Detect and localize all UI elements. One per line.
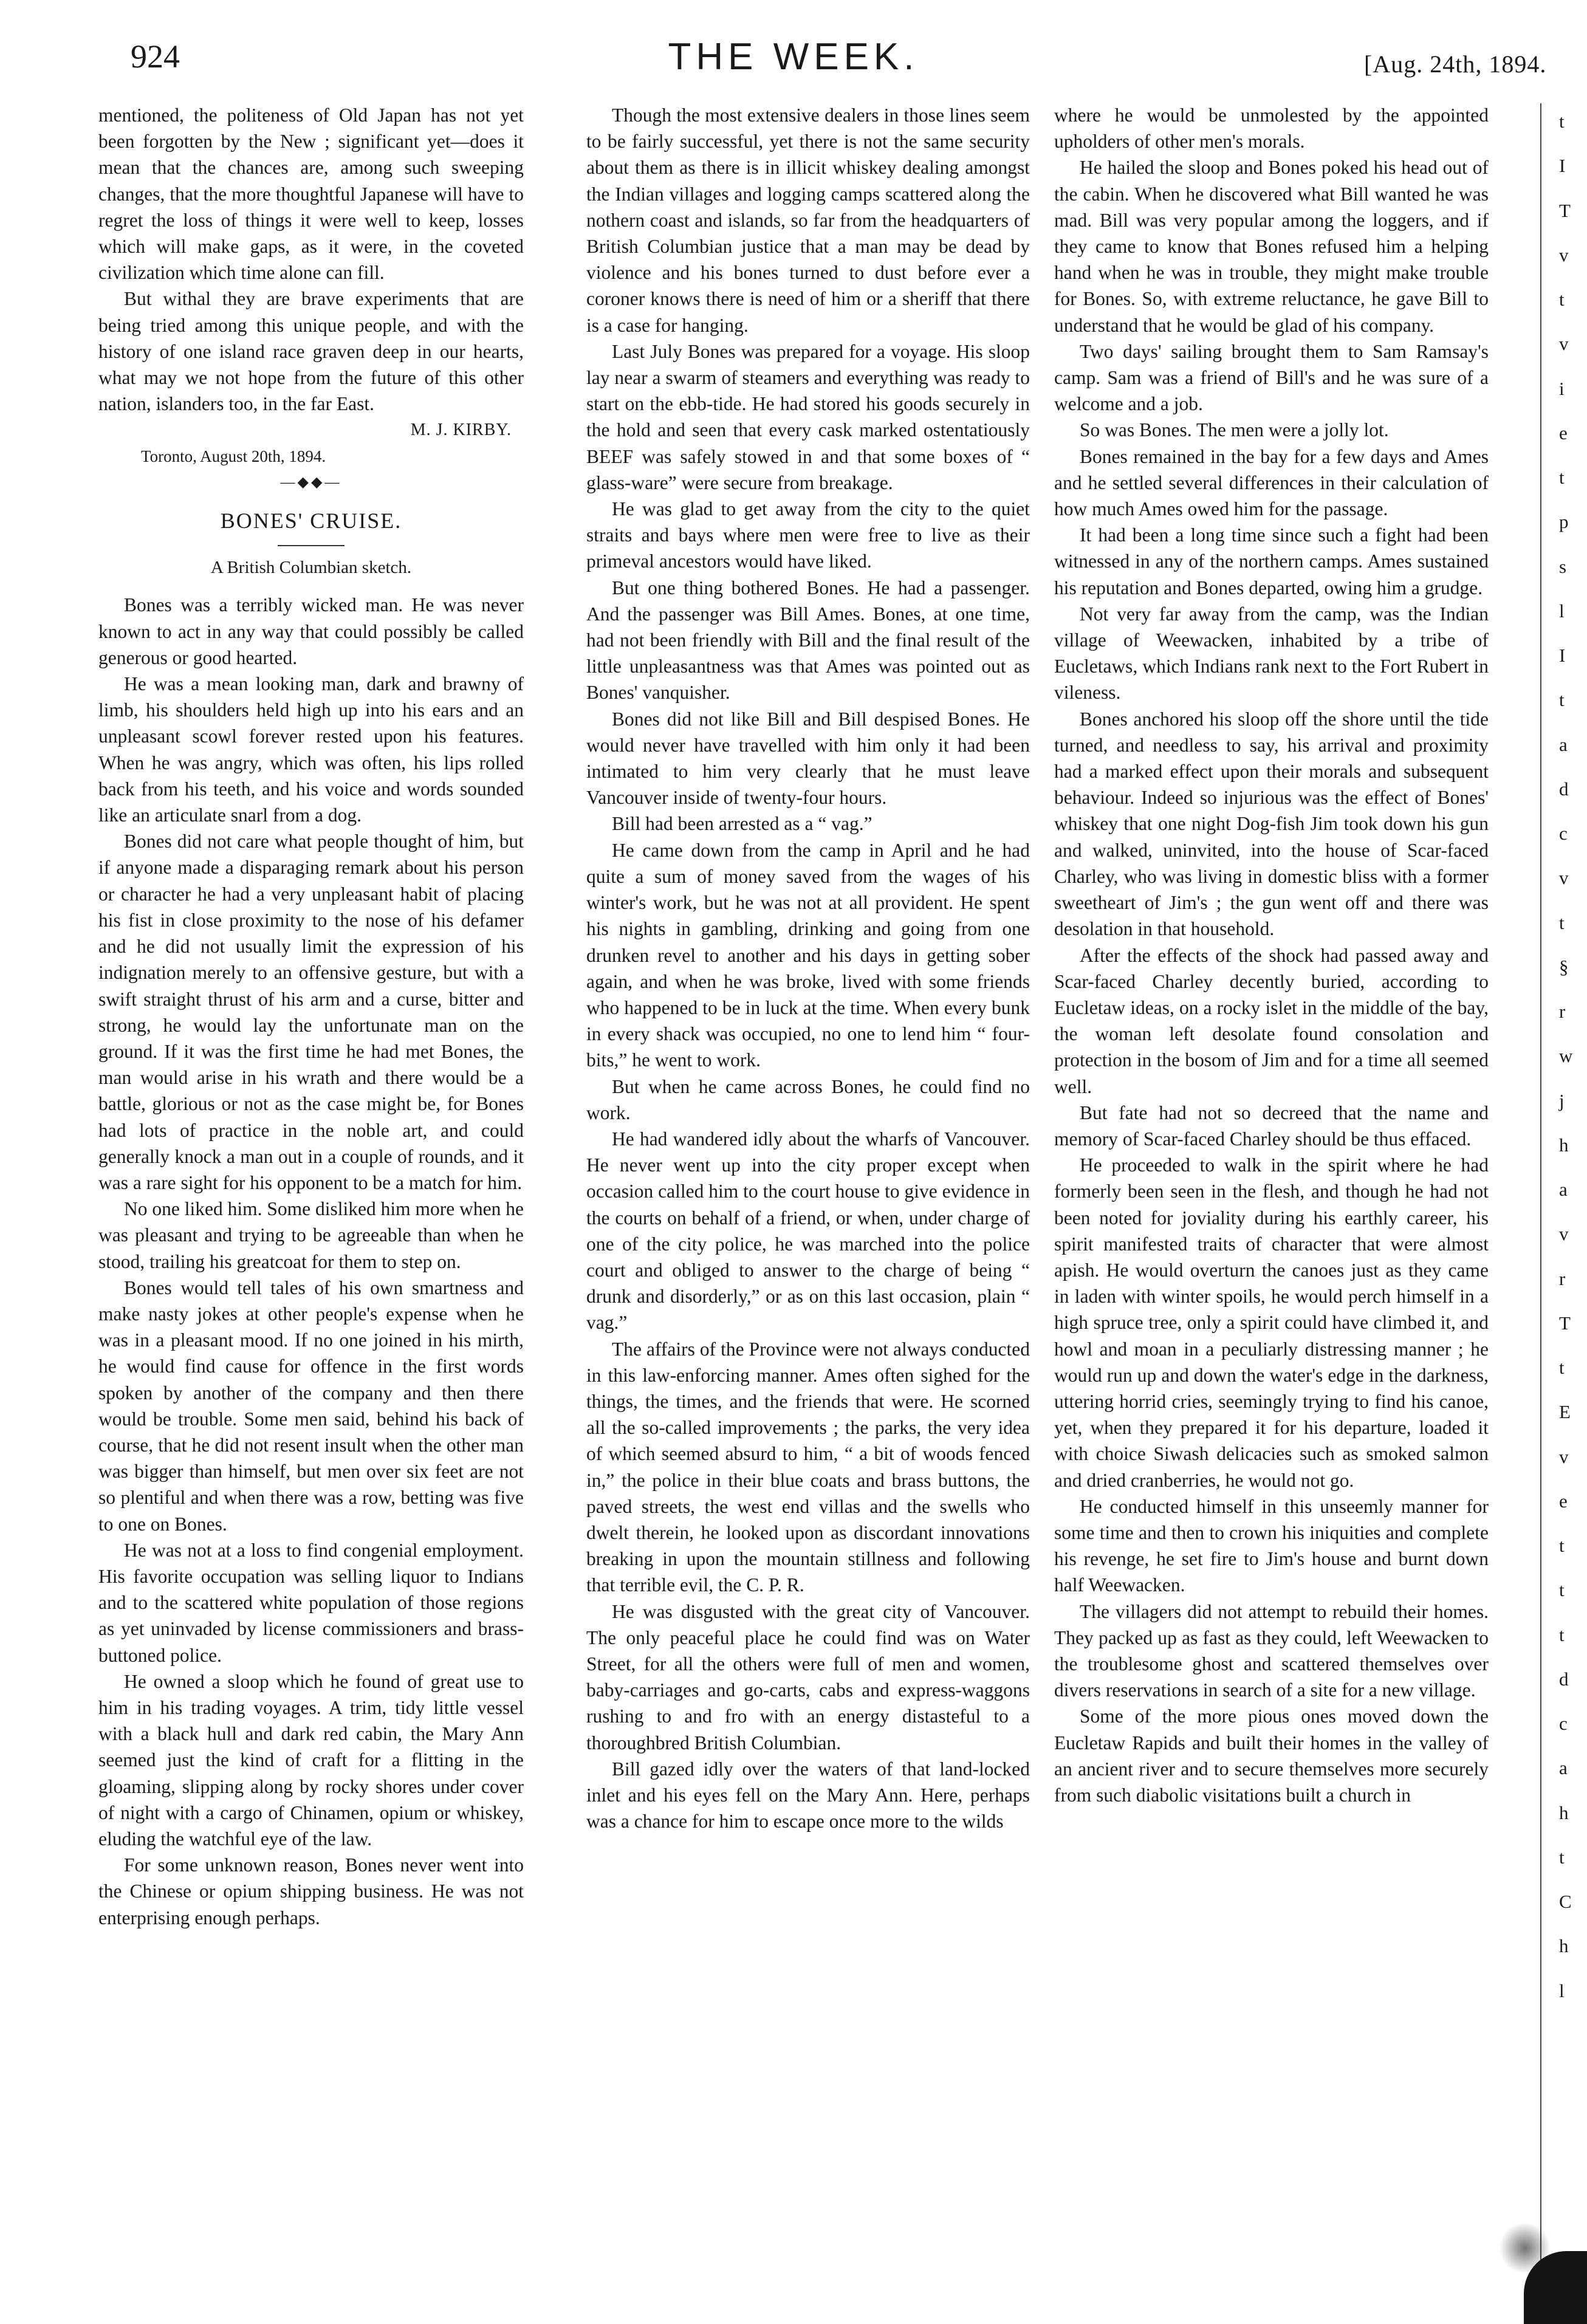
essay-dateline: Toronto, August 20th, 1894.: [141, 447, 326, 465]
story-paragraph: After the effects of the shock had passed away and Scar-faced Charley decently buried, according to Eucletaw ideas, on a rocky islet in the middle of the bay, the woman left desolate found consolation and protection in the bosom of Jim and for a time all seemed well.: [1054, 944, 1489, 1097]
edge-fragment: v: [1559, 244, 1569, 266]
story-paragraph: For some unknown reason, Bones never went into the Chinese or opium shipping business. He was not enterprising enough perhaps.: [98, 1854, 524, 1928]
story-paragraph: The villagers did not attempt to rebuild their homes. They packed up as fast as they could, left Weewacken to the troublesome ghost and scattered themselves over divers reservations in search of a site for a new village.: [1054, 1600, 1489, 1701]
edge-fragment: h: [1559, 1935, 1569, 1956]
story-paragraph: Two days' sailing brought them to Sam Ramsay's camp. Sam was a friend of Bill's and he was sure of a welcome and a job.: [1054, 340, 1489, 415]
title-rule: [278, 545, 344, 546]
story-paragraph: He proceeded to walk in the spirit where he had formerly been seen in the flesh, and though he had not been noted for joviality during his earthly career, his spirit manifested traits of character that were almost apish. He would overturn the canoes just as they came in laden with winter spoils, he would perch himself in a high spruce tree, only a spirit could have climbed it, and howl and moan in a peculiarly distressing manner ; he would run up and down the water's edge in the darkness, uttering horrid cries, seemingly trying to find his canoe, yet, when they prepared it for his departure, loaded it with choice Siwash delicacies such as smoked salmon and dried cranberries, he would not go.: [1054, 1154, 1489, 1491]
edge-fragment: c: [1559, 823, 1568, 844]
edge-fragment: p: [1559, 511, 1569, 532]
story-paragraph: It had been a long time since such a fight had been witnessed in any of the northern camps. Ames sustained his reputation and Bones departed, owing him a grudge.: [1054, 524, 1489, 598]
page-number: 924: [131, 38, 180, 75]
story-paragraph: He owned a sloop which he found of great use to him in his trading voyages. A trim, tidy little vessel with a black hull and dark red cabin, the Mary Ann seemed just the kind of craft for a flitting in the gloaming, slipping along by rocky shores under cover of night with a cargo of Chinamen, opium or whiskey, eluding the watchful eye of the law.: [98, 1670, 524, 1849]
author-byline: M. J. KIRBY.: [410, 420, 512, 440]
facing-page-edge: [1555, 91, 1587, 2324]
story-paragraph: Bones anchored his sloop off the shore until the tide turned, and needless to say, his arrival and proximity had a marked effect upon their morals and subsequent behaviour. Indeed so injurious was the effect of Bones' whiskey that one night Dog-fish Jim took down his gun and walked, uninvited, into the house of Scar-faced Charley, who was living in domestic bliss with a former sweetheart of Jim's ; the gun went off and there was desolation in that household.: [1054, 708, 1489, 940]
edge-fragment: v: [1559, 1223, 1569, 1244]
story-paragraph: But one thing bothered Bones. He had a passenger. And the passenger was Bill Ames. Bones, at one time, had not been friendly with Bill and the final result of the little unpleasantness was that Ames was pointed out as Bones' vanquisher.: [586, 577, 1030, 704]
story-paragraph: He was not at a loss to find congenial employment. His favorite occupation was selling liquor to Indians and to the scattered white population of those regions as yet uninvaded by license commissioners and brass-buttoned police.: [98, 1539, 524, 1666]
issue-date: [Aug. 24th, 1894.: [1364, 50, 1547, 78]
story-paragraph: He hailed the sloop and Bones poked his head out of the cabin. When he discovered what Bill wanted he was mad. Bill was very popular among the loggers, and if they came to know that Bones refused him a helping hand when he was in trouble, they might make trouble for Bones. So, with extreme reluctance, he gave Bill to understand that he would be glad of his company.: [1054, 157, 1489, 336]
edge-fragment: v: [1559, 333, 1569, 354]
edge-fragment: t: [1559, 1535, 1565, 1556]
column-left: [98, 102, 524, 2289]
story-paragraph: Some of the more pious ones moved down the Eucletaw Rapids and built their homes in the valley of an ancient river and to secure themselves more securely from such diabolic visitations built a church in: [1054, 1705, 1489, 1806]
edge-fragment: C: [1559, 1891, 1572, 1912]
edge-fragment: l: [1559, 600, 1565, 622]
story-paragraph: No one liked him. Some disliked him more when he was pleasant and trying to be agreeable than when he stood, trailing his greatcoat for them to step on.: [98, 1198, 524, 1272]
edge-fragment: I: [1559, 155, 1566, 176]
edge-fragment: s: [1559, 556, 1567, 577]
edge-fragment: t: [1559, 467, 1565, 488]
story-paragraph: Bones remained in the bay for a few days and Ames and he settled several differences in their calculation of how much Ames owed him for the passage.: [1054, 445, 1489, 520]
edge-fragment: a: [1559, 1757, 1568, 1778]
edge-fragment: v: [1559, 867, 1569, 888]
edge-fragment: t: [1559, 1357, 1565, 1378]
story-paragraph: Bill gazed idly over the waters of that land-locked inlet and his eyes fell on the Mary Ann. Here, perhaps was a chance for him to escape once more to the wilds: [586, 1758, 1030, 1832]
story-paragraph: Bones did not like Bill and Bill despised Bones. He would never have travelled with him only it had been intimated to him very clearly that he must leave Vancouver inside of twenty-four hours.: [586, 708, 1030, 809]
edge-fragment: r: [1559, 1268, 1566, 1289]
edge-fragment: d: [1559, 778, 1569, 800]
story-paragraph: He conducted himself in this unseemly manner for some time and then to crown his iniquities and complete his revenge, he set fire to Jim's house and burnt down half Weewacken.: [1054, 1495, 1489, 1596]
story-paragraph: Though the most extensive dealers in those lines seem to be fairly successful, yet there is not the same security about them as there is in illicit whiskey dealing amongst the Indian villages and logging camps scattered along the nothern coast and islands, so far from the headquarters of British Columbian justice that a man may be dead by violence and his bones turned to dust before ever a coroner knows there is need of him or a sheriff that there is a case for hanging.: [586, 105, 1030, 336]
column-middle: [586, 102, 1030, 2289]
story-paragraph: But fate had not so decreed that the name and memory of Scar-faced Charley should be thus effaced.: [1054, 1102, 1489, 1150]
section-ornament: —◆◆—: [280, 474, 342, 490]
story-paragraph: He came down from the camp in April and he had quite a sum of money saved from the wages of his winter's work, but he was not at all provident. He spent his nights in gambling, drinking and going from one drunken revel to another and his days in getting sober again, and when he was broke, lived with some friends who happened to be in luck at the time. When every bunk in every shack was occupied, no one to lend him “ four-bits,” he went to work.: [586, 839, 1030, 1071]
edge-fragment: h: [1559, 1134, 1569, 1156]
essay-paragraph: mentioned, the politeness of Old Japan has not yet been forgotten by the New ; significant yet—does it mean that the chances are, among such sweeping changes, that the more thoughtful Japanese will have to regret the loss of things it were well to keep, losses which will make gaps, as it were, in the coveted civilization which time alone can fill.: [98, 105, 524, 284]
edge-fragment: a: [1559, 734, 1568, 755]
story-paragraph: Bones was a terribly wicked man. He was never known to act in any way that could possibly be called generous or good hearted.: [98, 594, 524, 668]
page-header: [0, 0, 1587, 91]
masthead: THE WEEK.: [668, 36, 919, 78]
edge-fragment: T: [1559, 200, 1571, 221]
story-paragraph: So was Bones. The men were a jolly lot.: [1080, 419, 1389, 441]
edge-fragment: T: [1559, 1312, 1571, 1334]
edge-fragment: l: [1559, 1980, 1565, 2001]
edge-fragment: t: [1559, 912, 1565, 933]
edge-fragment: t: [1559, 1846, 1565, 1868]
edge-fragment: d: [1559, 1668, 1569, 1690]
edge-fragment: t: [1559, 111, 1565, 132]
essay-paragraph: But withal they are brave experiments that are being tried among this unique people, and with the history of one island race graven deep in our hearts, what may we not hope from the future of this other nation, islanders too, in the far East.: [98, 288, 524, 415]
edge-fragment: c: [1559, 1713, 1568, 1734]
story-paragraph: Not very far away from the camp, was the Indian village of Weewacken, inhabited by a tribe of Eucletaws, which Indians rank next to the Fort Rubert in vileness.: [1054, 603, 1489, 704]
story-paragraph: He had wandered idly about the wharfs of Vancouver. He never went up into the city proper except when occasion called him to the court house to give evidence in the courts on behalf of a friend, or when, under charge of one of the city police, he was marched into the police court and obliged to answer to the charge of being “ drunk and disorderly,” or as on this last occasion, plain “ vag.”: [586, 1128, 1030, 1334]
story-paragraph: But when he came across Bones, he could find no work.: [586, 1075, 1030, 1123]
edge-fragment: h: [1559, 1802, 1569, 1823]
edge-fragment: §: [1559, 956, 1569, 978]
edge-fragment: E: [1559, 1401, 1571, 1422]
edge-fragment: r: [1559, 1001, 1566, 1022]
edge-fragment: v: [1559, 1446, 1569, 1467]
story-paragraph: Bones would tell tales of his own smartness and make nasty jokes at other people's expense when he was in a pleasant mood. If no one joined in his mirth, he would find cause for offence in the first words spoken by another of the company and then there would be trouble. Some men said, behind his back of course, that he did not resent insult when the other man was bigger than himself, but men over six feet are not so plentiful and when there was a row, betting was five to one on Bones.: [98, 1277, 524, 1535]
column-right: [1054, 102, 1489, 2289]
story-paragraph: where he would be unmolested by the appointed upholders of other men's morals.: [1054, 105, 1489, 153]
edge-fragment: a: [1559, 1179, 1568, 1200]
story-paragraph: He was glad to get away from the city to the quiet straits and bays where men were free to live as their primeval ancestors would have liked.: [586, 498, 1030, 572]
story-paragraph: The affairs of the Province were not always conducted in this law-enforcing manner. Ames often sighed for the things, the times, and the friends that were. He scorned all the so-called improvements ; the parks, the very idea of which seemed absurd to him, “ a bit of woods fenced in,” the police in their blue coats and brass buttons, the paved streets, the west end villas and the swells who dwelt therein, he looked upon as discordant innovations breaking in upon the mountain stillness and following that terrible evil, the C. P. R.: [586, 1338, 1030, 1596]
story-title: BONES' CRUISE.: [220, 509, 402, 533]
story-paragraph: He was a mean looking man, dark and brawny of limb, his shoulders held high up into his ears and an unpleasant scowl forever rested upon his features. When he was angry, which was often, his lips rolled back from his teeth, and his voice and words sounded like an articulate snarl from a dog.: [98, 673, 524, 826]
edge-fragment: w: [1559, 1045, 1573, 1066]
story-paragraph: Last July Bones was prepared for a voyage. His sloop lay near a swarm of steamers and everything was ready to start on the ebb-tide. He had stored his goods securely in the hold and seen that every cask marked ostentatiously BEEF was safely stowed in and that some boxes of “ glass-ware” were secure from breakage.: [586, 340, 1030, 493]
edge-fragment: t: [1559, 1624, 1565, 1645]
edge-fragment: t: [1559, 289, 1565, 310]
story-paragraph: Bill had been arrested as a “ vag.”: [612, 813, 872, 835]
story-paragraph: He was disgusted with the great city of Vancouver. The only peaceful place he could find was on Water Street, for all the others were full of men and women, baby-carriages and go-carts, cabs and express-waggons rushing to and fro with an energy distasteful to a thoroughbred British Columbian.: [586, 1600, 1030, 1753]
edge-fragment: i: [1559, 378, 1565, 399]
edge-fragment: t: [1559, 689, 1565, 710]
edge-fragment: j: [1559, 1090, 1565, 1111]
gutter-rule: [1540, 103, 1541, 2315]
story-subtitle: A British Columbian sketch.: [210, 558, 412, 578]
edge-fragment: e: [1559, 422, 1568, 444]
edge-fragment: t: [1559, 1579, 1565, 1600]
story-paragraph: Bones did not care what people thought of him, but if anyone made a disparaging remark about his person or character he had a very unpleasant habit of placing his fist in close proximity to the nose of his defamer and he did not usually limit the expression of his indignation merely to an offensive gesture, but with a swift straight thrust of his arm and a curse, bitter and strong, he would lay the unfortunate man on the ground. If it was the first time he had met Bones, the man would arise in his wrath and there would be a battle, glorious or not as the case might be, for Bones had lots of practice in the noble art, and could generally knock a man out in a couple of rounds, and it was a rare sight for his opponent to be a match for him.: [98, 831, 524, 1193]
edge-fragment: e: [1559, 1490, 1568, 1512]
edge-fragment: I: [1559, 645, 1566, 666]
